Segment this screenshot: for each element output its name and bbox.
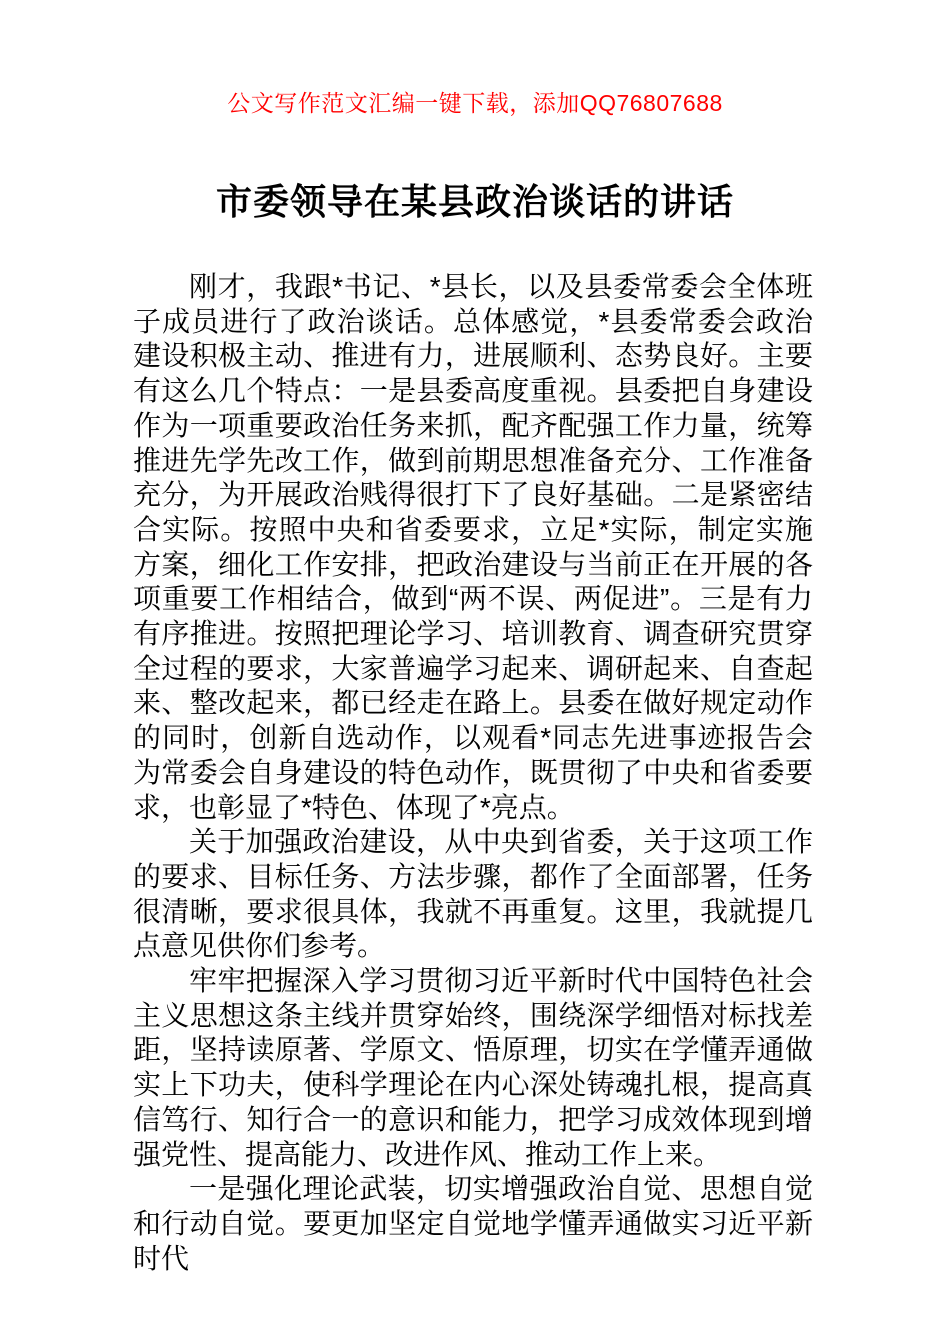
paragraph-2: 关于加强政治建设，从中央到省委，关于这项工作的要求、目标任务、方法步骤，都作了全面部署，任务很清晰，要求很具体，我就不再重复。这里，我就提几点意见供你们参考。	[133, 826, 813, 962]
document-title: 市委领导在某县政治谈话的讲话	[215, 181, 734, 222]
promo-banner: 公文写作范文汇编一键下载，添加QQ76807688	[227, 90, 723, 116]
paragraph-3: 牢牢把握深入学习贯彻习近平新时代中国特色社会主义思想这条主线并贯穿始终，围绕深学细悟对标找差距，坚持读原著、学原文、悟原理，切实在学懂弄通做实上下功夫，使科学理论在内心深处铸魂扎根，提高真信笃行、知行合一的意识和能力，把学习成效体现到增强党性、提高能力、改进作风、推动工作上来。	[133, 965, 813, 1170]
paragraph-4: 一是强化理论武装，切实增强政治自觉、思想自觉和行动自觉。要更加坚定自觉地学懂弄通做实习近平新时代	[133, 1173, 813, 1274]
document-body	[133, 270, 813, 1276]
paragraph-1: 刚才，我跟*书记、*县长，以及县委常委会全体班子成员进行了政治谈话。总体感觉，*县委常委会政治建设积极主动、推进有力，进展顺利、态势良好。主要有这么几个特点：一是县委高度重视。县委把自身建设作为一项重要政治任务来抓，配齐配强工作力量，统筹推进先学先改工作，做到前期思想准备充分、工作准备充分，为开展政治贱得很打下了良好基础。二是紧密结合实际。按照中央和省委要求，立足*实际，制定实施方案，细化工作安排，把政治建设与当前正在开展的各项重要工作相结合，做到“两不误、两促进”。三是有力有序推进。按照把理论学习、培训教育、调查研究贯穿全过程的要求，大家普遍学习起来、调研起来、自查起来、整改起来，都已经走在路上。县委在做好规定动作的同时，创新自选动作，以观看*同志先进事迹报告会为常委会自身建设的特色动作，既贯彻了中央和省委要求，也彰显了*特色、体现了*亮点。	[133, 271, 813, 823]
